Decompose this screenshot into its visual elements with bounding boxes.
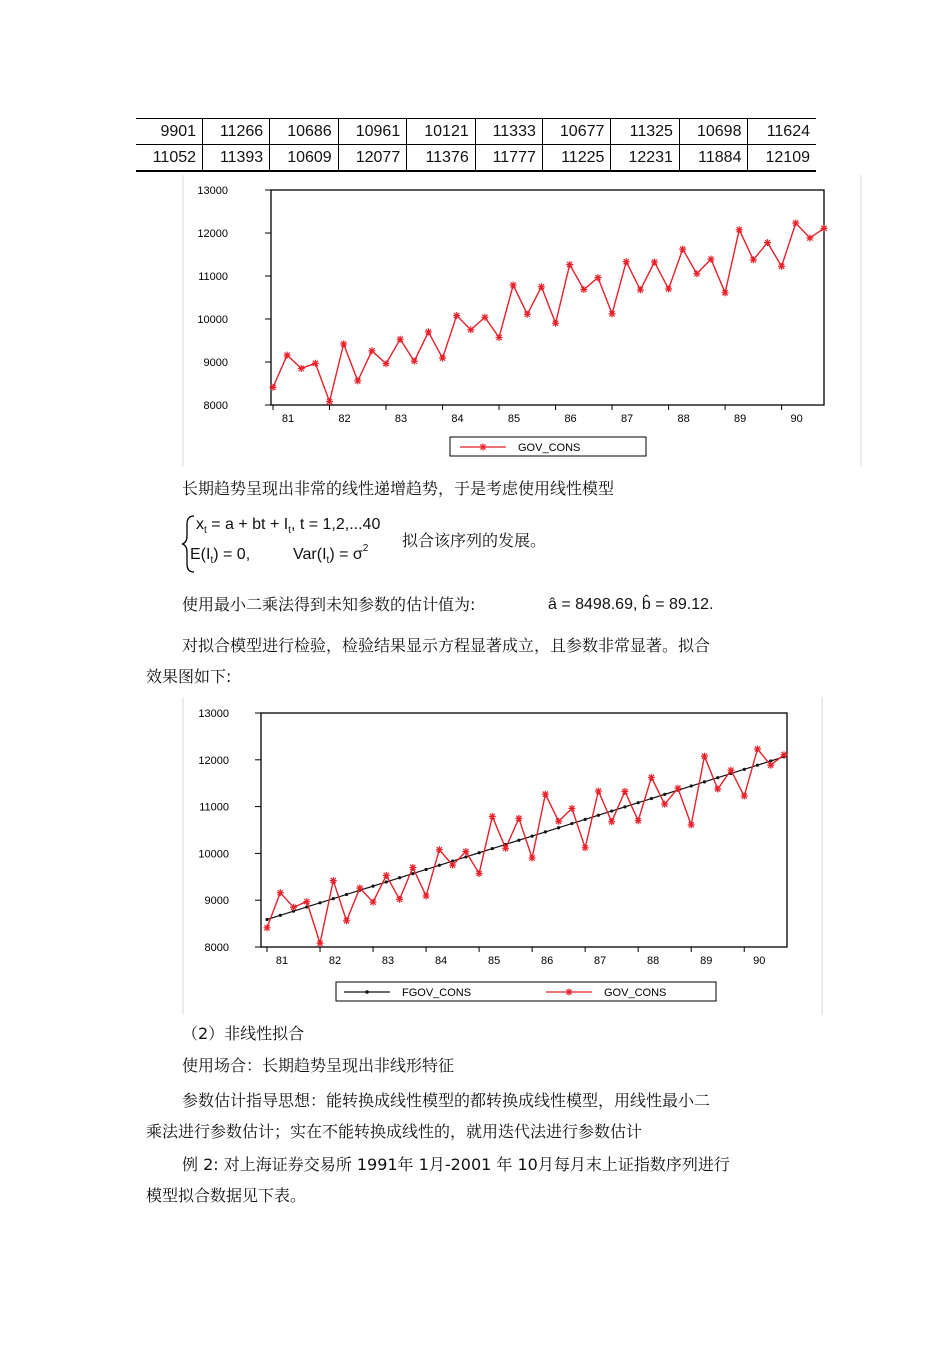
- data-table: [136, 118, 816, 172]
- data-point: [756, 764, 759, 767]
- data-point: [741, 793, 748, 800]
- series-gov-cons: [264, 745, 788, 946]
- legend-label: FGOV_CONS: [402, 987, 472, 999]
- data-point: [792, 220, 799, 227]
- paragraph-guideline-line-2: 乘法进行参数估计；实在不能转换成线性的，就用迭代法进行参数估计: [146, 1122, 643, 1141]
- data-point: [330, 877, 337, 884]
- y-tick-label: 9000: [204, 895, 229, 908]
- table-cell: 10961: [338, 119, 407, 145]
- y-tick-label: 8000: [203, 400, 228, 412]
- data-point: [566, 261, 573, 268]
- table-cell: 11624: [748, 119, 816, 145]
- data-point: [332, 897, 335, 900]
- data-point: [409, 864, 416, 871]
- data-point: [648, 774, 655, 781]
- data-point: [542, 791, 549, 798]
- data-point: [703, 780, 706, 783]
- expectation-rest: ) = 0,: [213, 546, 251, 563]
- data-point: [340, 340, 347, 347]
- table-cell: 10686: [270, 119, 339, 145]
- x-tick-label: 83: [394, 413, 408, 425]
- data-point: [767, 762, 774, 769]
- table-cell: 11777: [475, 145, 542, 172]
- data-point: [515, 815, 522, 822]
- data-point: [425, 328, 432, 335]
- x-tick-label: 81: [281, 413, 295, 425]
- table-cell: 12109: [748, 145, 816, 172]
- variance: Var(I: [293, 546, 327, 563]
- x-tick-label: 84: [451, 413, 464, 425]
- legend-label: GOV_CONS: [518, 442, 581, 454]
- data-point: [661, 801, 668, 808]
- data-point: [707, 256, 714, 263]
- data-point: [635, 817, 642, 824]
- parameter-estimate: â = 8498.69, b̂ = 89.12.: [548, 596, 714, 613]
- data-point: [552, 320, 559, 327]
- data-point: [714, 786, 721, 793]
- table-cell: 12231: [611, 145, 680, 172]
- y-tick-label: 11000: [199, 801, 229, 814]
- data-point: [584, 818, 587, 821]
- chart-2-svg: [182, 697, 862, 1015]
- table-cell: 9901: [136, 119, 203, 145]
- data-point: [716, 776, 719, 779]
- x-tick-label: 86: [564, 413, 577, 425]
- x-tick-label: 85: [507, 413, 521, 425]
- data-point: [438, 864, 441, 867]
- data-point: [531, 834, 534, 837]
- data-point: [467, 326, 474, 333]
- data-point: [637, 801, 640, 804]
- y-tick-label: 12000: [197, 228, 228, 240]
- data-point: [265, 918, 268, 921]
- data-point: [368, 347, 375, 354]
- data-point: [270, 384, 277, 391]
- table-cell: 10677: [542, 119, 611, 145]
- data-point: [491, 847, 494, 850]
- data-point: [502, 845, 509, 852]
- model-t-range: , t = 1,2,...40: [290, 516, 381, 533]
- x-tick-label: 81: [275, 955, 289, 967]
- series-line: [267, 749, 784, 943]
- y-tick-label: 8000: [204, 942, 229, 954]
- y-tick-label: 11000: [198, 271, 228, 283]
- paragraph-guideline-line-1: 参数估计指导思想：能转换成线性模型的都转换成线性模型，用线性最小二: [182, 1091, 711, 1110]
- data-point: [264, 924, 271, 931]
- paragraph-linear-trend: 长期趋势呈现出非常的线性递增趋势，于是考虑使用线性模型: [182, 479, 615, 498]
- y-tick-label: 12000: [198, 754, 229, 767]
- data-point: [570, 822, 573, 825]
- table-cell: 10121: [407, 119, 476, 145]
- table-cell: 10609: [270, 145, 339, 172]
- data-point: [679, 246, 686, 253]
- data-point: [423, 892, 430, 899]
- data-point: [489, 813, 496, 820]
- data-point: [298, 365, 305, 372]
- variance-subscript: t: [326, 555, 330, 566]
- model-line-1: [196, 516, 380, 534]
- x-tick-label: 88: [647, 955, 660, 967]
- paragraph-test-line-1: 对拟合模型进行检验，检验结果显示方程显著成立，且参数非常显著。拟合: [182, 636, 711, 655]
- table-cell: 10698: [679, 119, 748, 145]
- data-point: [623, 258, 630, 265]
- x-tick-label: 88: [677, 413, 690, 425]
- data-point: [385, 880, 388, 883]
- data-point: [464, 855, 467, 858]
- plot-area: [261, 713, 787, 947]
- data-point: [383, 872, 390, 879]
- paragraph-least-squares: 使用最小二乘法得到未知参数的估计值为:: [182, 595, 476, 614]
- y-tick-label: 13000: [197, 185, 228, 197]
- table-cell: 11884: [679, 145, 748, 172]
- data-point: [356, 885, 363, 892]
- data-point: [326, 398, 333, 405]
- data-point: [754, 745, 761, 752]
- model-x-subscript: t: [204, 525, 207, 536]
- table-cell: 11393: [203, 145, 270, 172]
- data-point: [650, 797, 653, 800]
- data-point: [279, 914, 282, 917]
- data-point: [557, 826, 560, 829]
- data-point: [397, 336, 404, 343]
- chart-fit: [182, 697, 862, 1015]
- data-point: [637, 286, 644, 293]
- legend-marker: [566, 989, 573, 996]
- paragraph-example-line-2: 模型拟合数据见下表。: [146, 1186, 307, 1205]
- paragraph-test-line-2: 效果图如下:: [146, 667, 232, 686]
- table-cell: 12077: [338, 145, 407, 172]
- data-point: [722, 289, 729, 296]
- data-point: [496, 334, 503, 341]
- x-tick-label: 86: [541, 955, 554, 967]
- y-tick-label: 9000: [203, 357, 228, 369]
- legend-label: GOV_CONS: [604, 987, 667, 999]
- data-point: [396, 896, 403, 903]
- data-point: [621, 788, 628, 795]
- data-point: [481, 314, 488, 321]
- x-tick-label: 89: [700, 955, 713, 967]
- data-point: [651, 259, 658, 266]
- section-heading-nonlinear: （2）非线性拟合: [182, 1024, 305, 1043]
- data-point: [597, 814, 600, 817]
- legend: [336, 982, 716, 1001]
- x-tick-label: 90: [790, 413, 803, 425]
- x-tick-label: 82: [338, 413, 351, 425]
- data-point: [538, 283, 545, 290]
- model-x: x: [196, 516, 204, 533]
- data-point: [544, 830, 547, 833]
- expectation-subscript: t: [210, 555, 214, 566]
- data-point: [312, 360, 319, 367]
- data-point: [690, 784, 693, 787]
- data-point: [411, 358, 418, 365]
- data-point: [623, 805, 626, 808]
- chart-1-svg: [182, 175, 862, 467]
- expectation: E(I: [190, 546, 211, 563]
- data-point: [398, 876, 401, 879]
- x-tick-label: 89: [733, 413, 747, 425]
- y-tick-label: 13000: [198, 708, 229, 720]
- legend-marker: [365, 990, 369, 994]
- data-point: [665, 285, 672, 292]
- data-point: [277, 889, 284, 896]
- data-point: [595, 788, 602, 795]
- data-point: [580, 286, 587, 293]
- data-point: [284, 352, 291, 359]
- data-point: [436, 846, 443, 853]
- data-point: [453, 312, 460, 319]
- data-point: [594, 274, 601, 281]
- series-line: [273, 223, 824, 401]
- data-point: [462, 848, 469, 855]
- data-point: [411, 872, 414, 875]
- variance-rest: ) = σ: [329, 546, 363, 563]
- legend-marker: [480, 444, 487, 451]
- data-point: [439, 355, 446, 362]
- table-cell: 11266: [203, 119, 270, 145]
- paragraph-usage: 使用场合：长期趋势呈现出非线形特征: [182, 1056, 455, 1075]
- data-point: [290, 904, 297, 911]
- table-cell: 11052: [136, 145, 203, 172]
- model-suffix: 拟合该序列的发展。: [402, 531, 547, 550]
- model-line-2: [190, 543, 369, 566]
- data-point: [371, 885, 374, 888]
- data-point: [736, 226, 743, 233]
- paragraph-example-line-1: 例 2: 对上海证券交易所 1991年 1月-2001 年 10月每月末上证指数序列进行: [182, 1155, 730, 1174]
- table-cell: 11333: [475, 119, 542, 145]
- data-point: [555, 818, 562, 825]
- data-point: [608, 818, 615, 825]
- data-point: [764, 239, 771, 246]
- data-point: [568, 805, 575, 812]
- x-tick-label: 84: [434, 955, 448, 967]
- data-point: [688, 821, 695, 828]
- data-point: [510, 282, 517, 289]
- data-point: [517, 839, 520, 842]
- table-row: [136, 145, 816, 172]
- x-tick-label: 83: [381, 955, 395, 967]
- data-point: [806, 234, 813, 241]
- data-point: [424, 868, 427, 871]
- data-point: [693, 270, 700, 277]
- data-point: [318, 901, 321, 904]
- data-point: [609, 310, 616, 317]
- data-point: [663, 793, 666, 796]
- data-point: [821, 225, 828, 232]
- table-row: [136, 119, 816, 145]
- model-rhs: = a + bt + I: [206, 516, 289, 533]
- data-point: [383, 360, 390, 367]
- data-point: [303, 898, 310, 905]
- data-point: [582, 844, 589, 851]
- data-point: [370, 899, 377, 906]
- table-cell: 11376: [407, 145, 476, 172]
- data-point: [674, 785, 681, 792]
- data-point: [478, 851, 481, 854]
- data-point: [343, 917, 350, 924]
- data-point: [701, 753, 708, 760]
- x-tick-label: 87: [594, 955, 607, 967]
- data-point: [727, 767, 734, 774]
- data-point: [529, 855, 536, 862]
- x-tick-label: 87: [620, 413, 634, 425]
- data-point: [354, 377, 361, 384]
- data-point: [317, 940, 324, 947]
- series-gov-cons: [270, 220, 828, 405]
- table-cell: 11325: [611, 119, 680, 145]
- data-point: [743, 768, 746, 771]
- data-point: [476, 870, 483, 877]
- data-point: [750, 256, 757, 263]
- data-point: [781, 751, 788, 758]
- x-tick-label: 90: [753, 955, 766, 967]
- table-cell: 11225: [542, 145, 611, 172]
- chart-gov-cons: [182, 175, 862, 467]
- x-tick-label: 82: [328, 955, 342, 967]
- data-point: [778, 263, 785, 270]
- y-tick-label: 10000: [197, 314, 228, 326]
- data-point: [524, 311, 531, 318]
- data-point: [610, 809, 613, 812]
- legend: [450, 437, 646, 456]
- x-tick-label: 85: [487, 955, 501, 967]
- data-point: [449, 862, 456, 869]
- y-tick-label: 10000: [198, 848, 229, 861]
- data-point: [345, 893, 348, 896]
- model-i-subscript: t: [288, 525, 291, 536]
- variance-superscript: 2: [362, 543, 369, 554]
